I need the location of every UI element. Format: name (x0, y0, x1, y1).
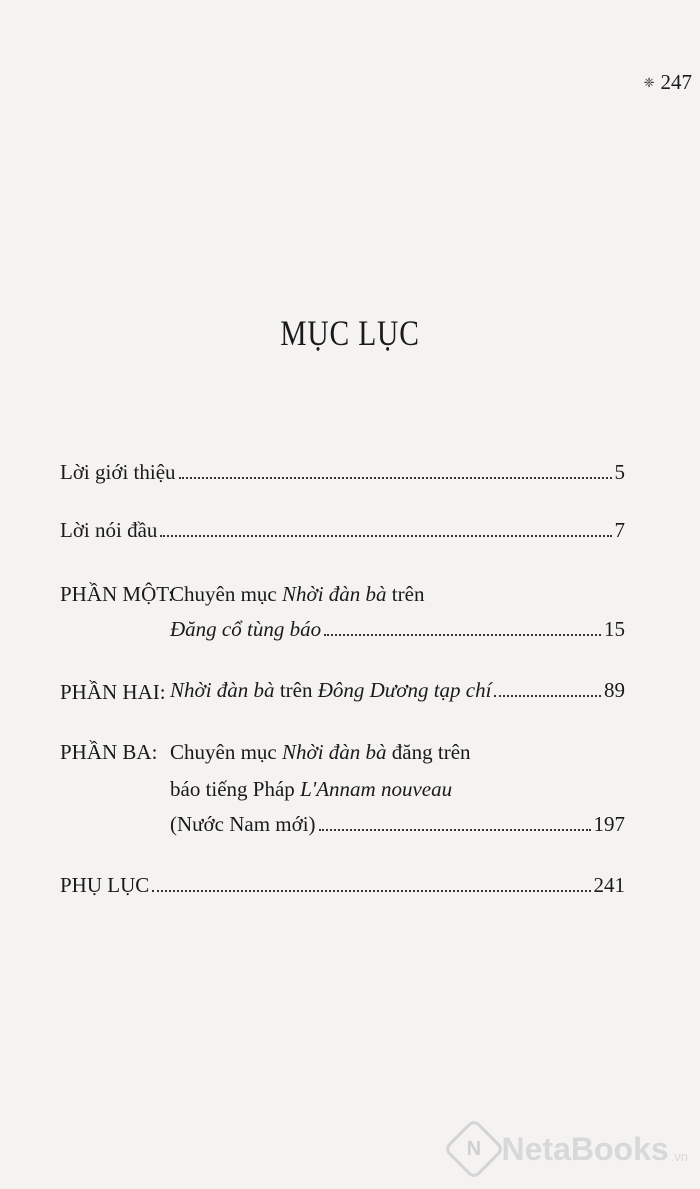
toc-entry-part-two[interactable] (170, 680, 625, 701)
ornament-icon: ❈ (643, 74, 655, 90)
watermark (452, 1127, 689, 1171)
netabooks-logo-icon: N (442, 1118, 504, 1180)
dot-leader (179, 477, 612, 479)
part-two-title: Nhời đàn bà trên Đông Dương tạp chí (170, 678, 492, 702)
toc-entry-page: 7 (614, 518, 625, 542)
part-three-title-line1: Chuyên mục Nhời đàn bà đăng trên (170, 740, 471, 764)
page-number (644, 70, 692, 95)
page-number-text: 247 (660, 70, 692, 94)
part-one-title-line2: Đăng cổ tùng báo (170, 617, 322, 641)
watermark-suffix: .vn (670, 1148, 688, 1164)
dot-leader (152, 890, 590, 892)
toc-entry-preface[interactable] (60, 520, 625, 541)
toc-entry-intro[interactable] (60, 462, 625, 483)
part-one-title-line1: Chuyên mục Nhời đàn bà trên (170, 582, 425, 606)
toc-entry-page: 89 (604, 678, 625, 702)
toc-entry-page: 197 (593, 812, 625, 836)
dot-leader (160, 535, 611, 537)
dot-leader (494, 695, 601, 697)
part-two-label: PHẦN HAI: (60, 680, 166, 704)
page-title: MỤC LỤC (280, 313, 420, 353)
toc-entry-appendix[interactable] (60, 875, 625, 896)
part-one-label: PHẦN MỘT: (60, 582, 174, 606)
toc-entry-label: Lời nói đầu (60, 518, 158, 542)
part-three-label: PHẦN BA: (60, 740, 158, 764)
toc-entry-part-one[interactable] (170, 619, 625, 640)
toc-entry-page: 5 (614, 460, 625, 484)
dot-leader (319, 829, 591, 831)
toc-entry-page: 15 (604, 617, 625, 641)
toc-entry-part-three[interactable] (170, 814, 625, 835)
toc-entry-label: Lời giới thiệu (60, 460, 176, 484)
part-three-title-line3: (Nước Nam mới) (170, 812, 316, 836)
dot-leader (324, 634, 601, 636)
toc-entry-page: 241 (593, 873, 625, 897)
watermark-brand: NetaBooks (501, 1130, 669, 1167)
part-three-title-line2: báo tiếng Pháp L'Annam nouveau (170, 777, 453, 801)
toc-entry-label: PHỤ LỤC (60, 873, 150, 897)
